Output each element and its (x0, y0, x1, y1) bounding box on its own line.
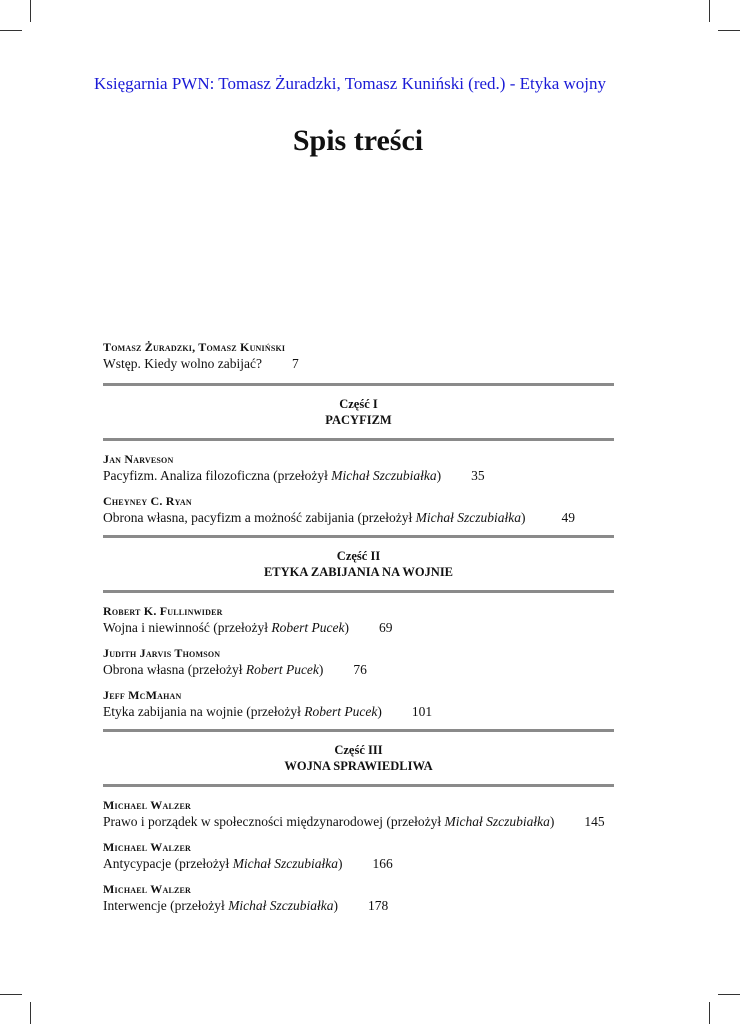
toc-entry (103, 687, 614, 721)
crop-mark (0, 30, 22, 31)
part-divider (103, 784, 614, 787)
entry-title-line (103, 855, 614, 873)
part-divider (103, 535, 614, 538)
entry-title-close: ) (377, 704, 382, 719)
crop-mark (709, 0, 710, 22)
entry-author: Jan Narveson (103, 452, 174, 466)
part-name: ETYKA ZABIJANIA NA WOJNIE (263, 565, 454, 579)
entry-author: Michael Walzer (103, 882, 192, 896)
entry-translator: Michał Szczubiałka (444, 814, 550, 829)
toc-entry (103, 451, 614, 485)
entry-translator: Robert Pucek (245, 662, 319, 677)
entry-page-number: 76 (353, 662, 367, 677)
toc-entry (103, 645, 614, 679)
part-divider (103, 438, 614, 441)
toc-entry-intro (103, 339, 614, 373)
entry-title: Pacyfizm. Analiza filozoficzna (przełożył (103, 468, 332, 483)
entry-page-number: 101 (411, 704, 433, 719)
entry-title: Prawo i porządek w społeczności międzynarodowej (przełożył (103, 814, 445, 829)
entry-title-close: ) (436, 468, 442, 483)
entry-author: Michael Walzer (103, 798, 192, 812)
entry-author: Tomasz Żuradzki, Tomasz Kuniński (103, 340, 286, 354)
entry-title-close: ) (318, 662, 324, 677)
entry-translator: Michał Szczubiałka (415, 510, 521, 525)
toc-entry (103, 493, 614, 527)
entry-author: Robert K. Fullinwider (103, 604, 223, 618)
entry-translator: Michał Szczubiałka (228, 898, 334, 913)
part-divider (103, 383, 614, 386)
part-divider (103, 590, 614, 593)
part-heading-3 (103, 742, 614, 774)
part-heading-2 (103, 548, 614, 580)
part-heading-1 (103, 396, 614, 428)
toc-entry (103, 881, 614, 915)
entry-title: Interwencje (przełożył (103, 898, 229, 913)
toc-entry (103, 603, 614, 637)
crop-mark (30, 1002, 31, 1024)
entry-page-number: 166 (372, 856, 393, 871)
part-label: Część II (336, 549, 381, 563)
crop-mark (30, 0, 31, 22)
entry-page-number: 49 (561, 510, 575, 525)
table-of-contents (103, 339, 614, 923)
toc-entry (103, 797, 614, 831)
toc-entry (103, 839, 614, 873)
entry-translator: Michał Szczubiałka (331, 468, 437, 483)
entry-title-close: ) (520, 510, 526, 525)
entry-page-number: 145 (584, 814, 605, 829)
entry-title-line (103, 355, 614, 373)
entry-title-line (103, 467, 614, 485)
entry-title-line (103, 509, 614, 527)
part-divider (103, 729, 614, 732)
crop-mark (709, 1002, 710, 1024)
entry-author: Jeff McMahan (103, 688, 182, 702)
entry-page-number: 7 (291, 356, 299, 371)
entry-title-line (103, 813, 614, 831)
crop-mark (718, 994, 740, 995)
entry-page-number: 178 (368, 898, 389, 913)
entry-title-line (103, 661, 614, 679)
entry-page-number: 69 (378, 620, 393, 635)
crop-mark (0, 994, 22, 995)
entry-title-line (103, 703, 614, 721)
entry-translator: Michał Szczubiałka (232, 856, 339, 871)
entry-author: Judith Jarvis Thomson (103, 646, 221, 660)
entry-author: Michael Walzer (103, 840, 192, 854)
crop-mark (718, 30, 740, 31)
bookstore-header-link[interactable]: Księgarnia PWN: Tomasz Żuradzki, Tomasz Kuniński (red.) - Etyka wojny (93, 74, 607, 93)
entry-author: Cheyney C. Ryan (103, 494, 192, 508)
entry-title-close: ) (333, 898, 339, 913)
entry-title-close: ) (338, 856, 343, 871)
part-label: Część I (339, 397, 378, 411)
part-label: Część III (334, 743, 383, 757)
entry-title: Etyka zabijania na wojnie (przełożył (103, 704, 305, 719)
entry-title: Obrona własna (przełożył (103, 662, 246, 677)
entry-translator: Robert Pucek (271, 620, 345, 635)
entry-title-line (103, 897, 614, 915)
page-title: Spis treści (292, 124, 424, 157)
entry-title: Wstęp. Kiedy wolno zabijać? (103, 356, 262, 371)
entry-title: Antycypacje (przełożył (103, 856, 233, 871)
entry-title: Obrona własna, pacyfizm a możność zabijania (przełożył (103, 510, 416, 525)
part-name: WOJNA SPRAWIEDLIWA (284, 759, 433, 773)
entry-title-close: ) (549, 814, 555, 829)
entry-page-number: 35 (471, 468, 485, 483)
entry-title-close: ) (344, 620, 349, 635)
entry-translator: Robert Pucek (304, 704, 378, 719)
entry-title: Wojna i niewinność (przełożył (103, 620, 272, 635)
entry-title-line (103, 619, 614, 637)
part-name: PACYFIZM (325, 413, 392, 427)
